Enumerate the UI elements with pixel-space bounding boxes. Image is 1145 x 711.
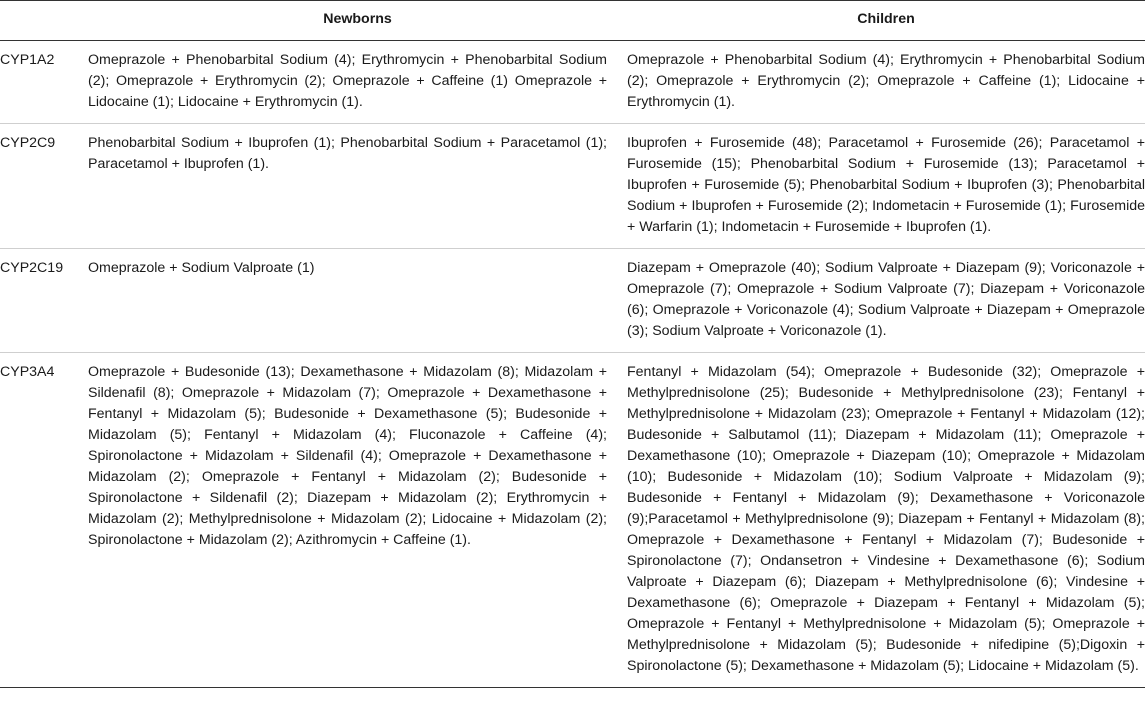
newborns-cell: Omeprazole + Budesonide (13); Dexamethasone + Midazolam (8); Midazolam + Sildenafil (8); Omeprazole + Midazolam (7); Omeprazole + Dexamethasone + Fentanyl + Midazolam (5); Budesonide + Dexamethasone (5); Budesonide + Midazolam (5); Fentanyl + Midazolam (4); Fluconazole + Caffeine (4); Spironolactone + Midazolam + Sildenafil (4); Omeprazole + Dexamethasone + Midazolam (2); Omeprazole + Fentanyl + Midazolam (2); Budesonide + Spironolactone + Sildenafil (2); Diazepam + Midazolam (2); Erythromycin + Midazolam (2); Methylprednisolone + Midazolam (2); Lidocaine + Midazolam (2); Spironolactone + Midazolam (2); Azithromycin + Caffeine (1). [88,353,627,688]
children-cell: Diazepam + Omeprazole (40); Sodium Valproate + Diazepam (9); Voriconazole + Omeprazole (7); Omeprazole + Sodium Valproate (7); Diazepam + Voriconazole (6); Omeprazole + Voriconazole (4); Sodium Valproate + Diazepam + Omeprazole (3); Sodium Valproate + Voriconazole (1). [627,249,1145,353]
children-cell: Ibuprofen + Furosemide (48); Paracetamol + Furosemide (26); Paracetamol + Furosemide (15); Phenobarbital Sodium + Furosemide (13); Paracetamol + Ibuprofen + Furosemide (5); Phenobarbital Sodium + Ibuprofen (3); Phenobarbital Sodium + Ibuprofen + Furosemide (2); Indometacin + Furosemide (1); Furosemide + Warfarin (1); Indometacin + Furosemide + Ibuprofen (1). [627,124,1145,249]
table-row [0,124,1145,249]
enzyme-cell: CYP1A2 [0,41,88,124]
table-row [0,353,1145,688]
header-enzyme [0,1,88,41]
table-row [0,41,1145,124]
children-cell: Fentanyl + Midazolam (54); Omeprazole + Budesonide (32); Omeprazole + Methylprednisolone (25); Budesonide + Methylprednisolone (23); Fentanyl + Methylprednisolone + Midazolam (23); Omeprazole + Fentanyl + Midazolam (12); Budesonide + Salbutamol (11); Diazepam + Midazolam (11); Omeprazole + Dexamethasone (10); Omeprazole + Diazepam (10); Omeprazole + Midazolam (10); Budesonide + Midazolam (10); Sodium Valproate + Midazolam (9); Budesonide + Fentanyl + Midazolam (9); Dexamethasone + Voriconazole (9);Paracetamol + Methylprednisolone (9); Diazepam + Fentanyl + Midazolam (8); Omeprazole + Dexamethasone + Fentanyl + Midazolam (7); Budesonide + Spironolactone (7); Ondansetron + Vindesine + Dexamethasone (6); Sodium Valproate + Diazepam (6); Diazepam + Methylprednisolone (6); Vindesine + Dexamethasone (6); Omeprazole + Diazepam + Fentanyl + Midazolam (5); Omeprazole + Fentanyl + Methylprednisolone + Midazolam (5); Omeprazole + Methylprednisolone + Midazolam (5); Budesonide + nifedipine (5);Digoxin + Spironolactone (5); Dexamethasone + Midazolam (5); Lidocaine + Midazolam (5). [627,353,1145,688]
enzyme-cell: CYP3A4 [0,353,88,688]
children-cell: Omeprazole + Phenobarbital Sodium (4); Erythromycin + Phenobarbital Sodium (2); Omeprazole + Erythromycin (2); Omeprazole + Caffeine (1); Lidocaine + Erythromycin (1). [627,41,1145,124]
header-row [0,1,1145,41]
newborns-cell: Omeprazole + Sodium Valproate (1) [88,249,627,353]
enzyme-cell: CYP2C9 [0,124,88,249]
enzyme-cell: CYP2C19 [0,249,88,353]
header-newborns: Newborns [88,1,627,41]
table-row [0,249,1145,353]
newborns-cell: Omeprazole + Phenobarbital Sodium (4); Erythromycin + Phenobarbital Sodium (2); Omeprazole + Erythromycin (2); Omeprazole + Caffeine (1) Omeprazole + Lidocaine (1); Lidocaine + Erythromycin (1). [88,41,627,124]
newborns-cell: Phenobarbital Sodium + Ibuprofen (1); Phenobarbital Sodium + Paracetamol (1); Paracetamol + Ibuprofen (1). [88,124,627,249]
header-children: Children [627,1,1145,41]
